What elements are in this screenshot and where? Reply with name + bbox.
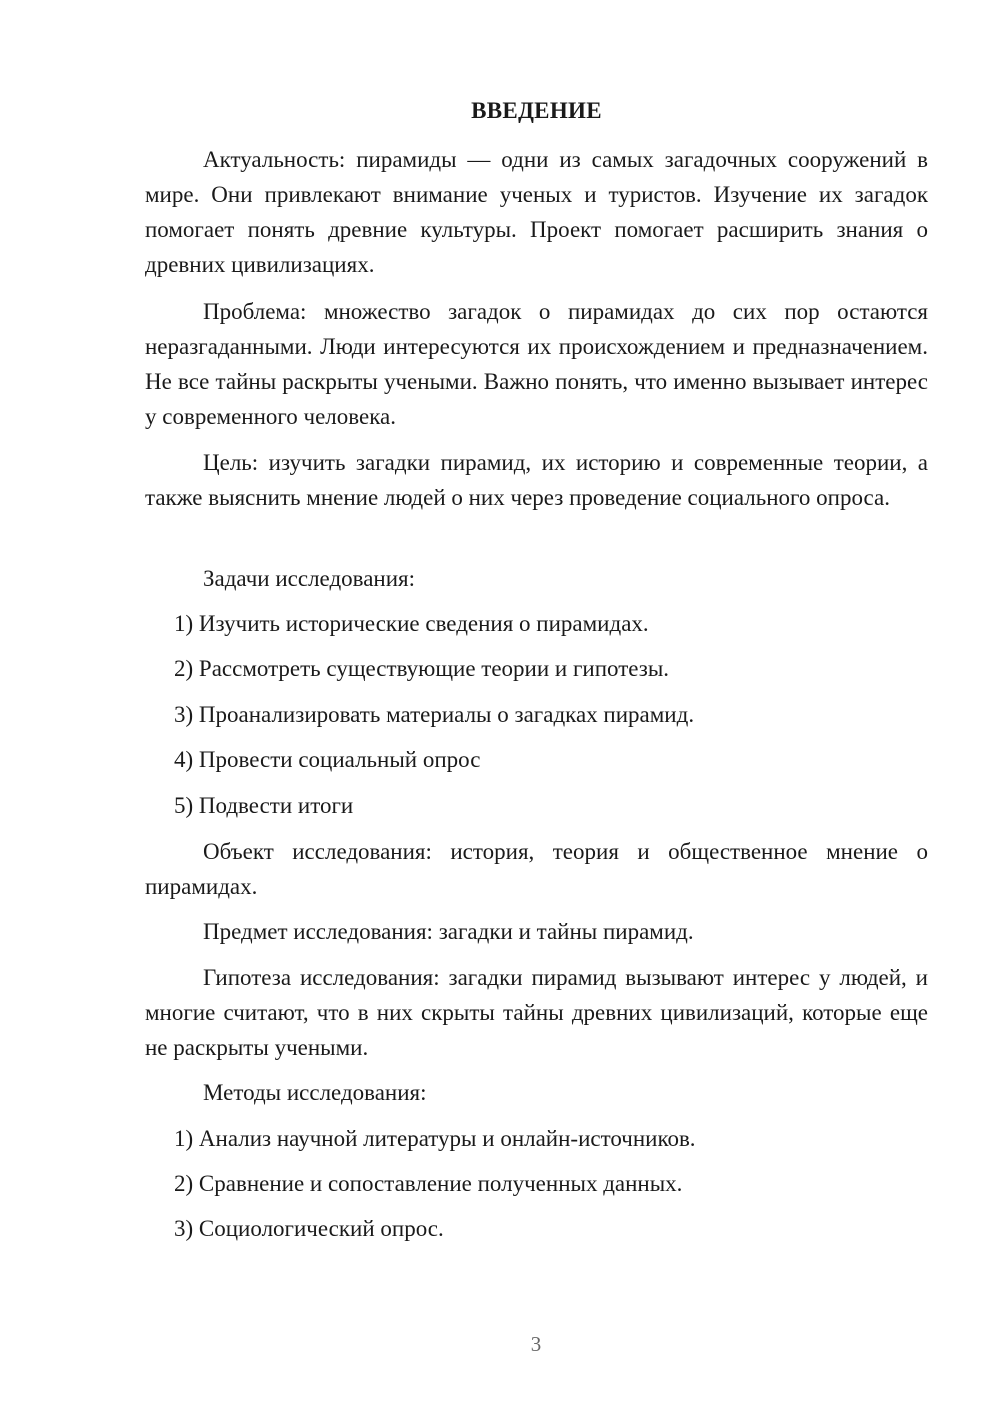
task-item: 3) Проанализировать материалы о загадках пирамид.	[174, 702, 695, 727]
goal-paragraph: Цель: изучить загадки пирамид, их историю и современные теории, а также выяснить мнение людей о них через проведение социального опроса.	[145, 450, 928, 510]
page-title: ВВЕДЕНИЕ	[471, 98, 602, 123]
method-item: 1) Анализ научной литературы и онлайн-источников.	[174, 1126, 696, 1151]
task-item: 4) Провести социальный опрос	[174, 747, 481, 772]
methods-title: Методы исследования:	[203, 1080, 427, 1105]
method-item: 3) Социологический опрос.	[174, 1216, 444, 1241]
problem-paragraph: Проблема: множество загадок о пирамидах до сих пор остаются неразгаданными. Люди интересуются их происхождением и предназначением. Не все тайны раскрыты учеными. Важно понять, что именно вызывает интерес у современного человека.	[145, 299, 928, 429]
hypothesis-paragraph: Гипотеза исследования: загадки пирамид вызывают интерес у людей, и многие считают, что в них скрыты тайны древних цивилизаций, которые еще не раскрыты учеными.	[145, 965, 928, 1060]
task-item: 1) Изучить исторические сведения о пирамидах.	[174, 611, 649, 636]
object-paragraph: Объект исследования: история, теория и общественное мнение о пирамидах.	[145, 839, 928, 899]
task-item: 5) Подвести итоги	[174, 793, 354, 818]
task-item: 2) Рассмотреть существующие теории и гипотезы.	[174, 656, 670, 681]
method-item: 2) Сравнение и сопоставление полученных данных.	[174, 1171, 683, 1196]
subject-paragraph: Предмет исследования: загадки и тайны пирамид.	[203, 919, 694, 944]
tasks-title: Задачи исследования:	[203, 566, 416, 591]
relevance-paragraph: Актуальность: пирамиды — одни из самых загадочных сооружений в мире. Они привлекают внимание ученых и туристов. Изучение их загадок помогает понять древние культуры. Проект помогает расширить знания о древних цивилизациях.	[145, 147, 928, 277]
page-number: 3	[530, 1332, 542, 1356]
